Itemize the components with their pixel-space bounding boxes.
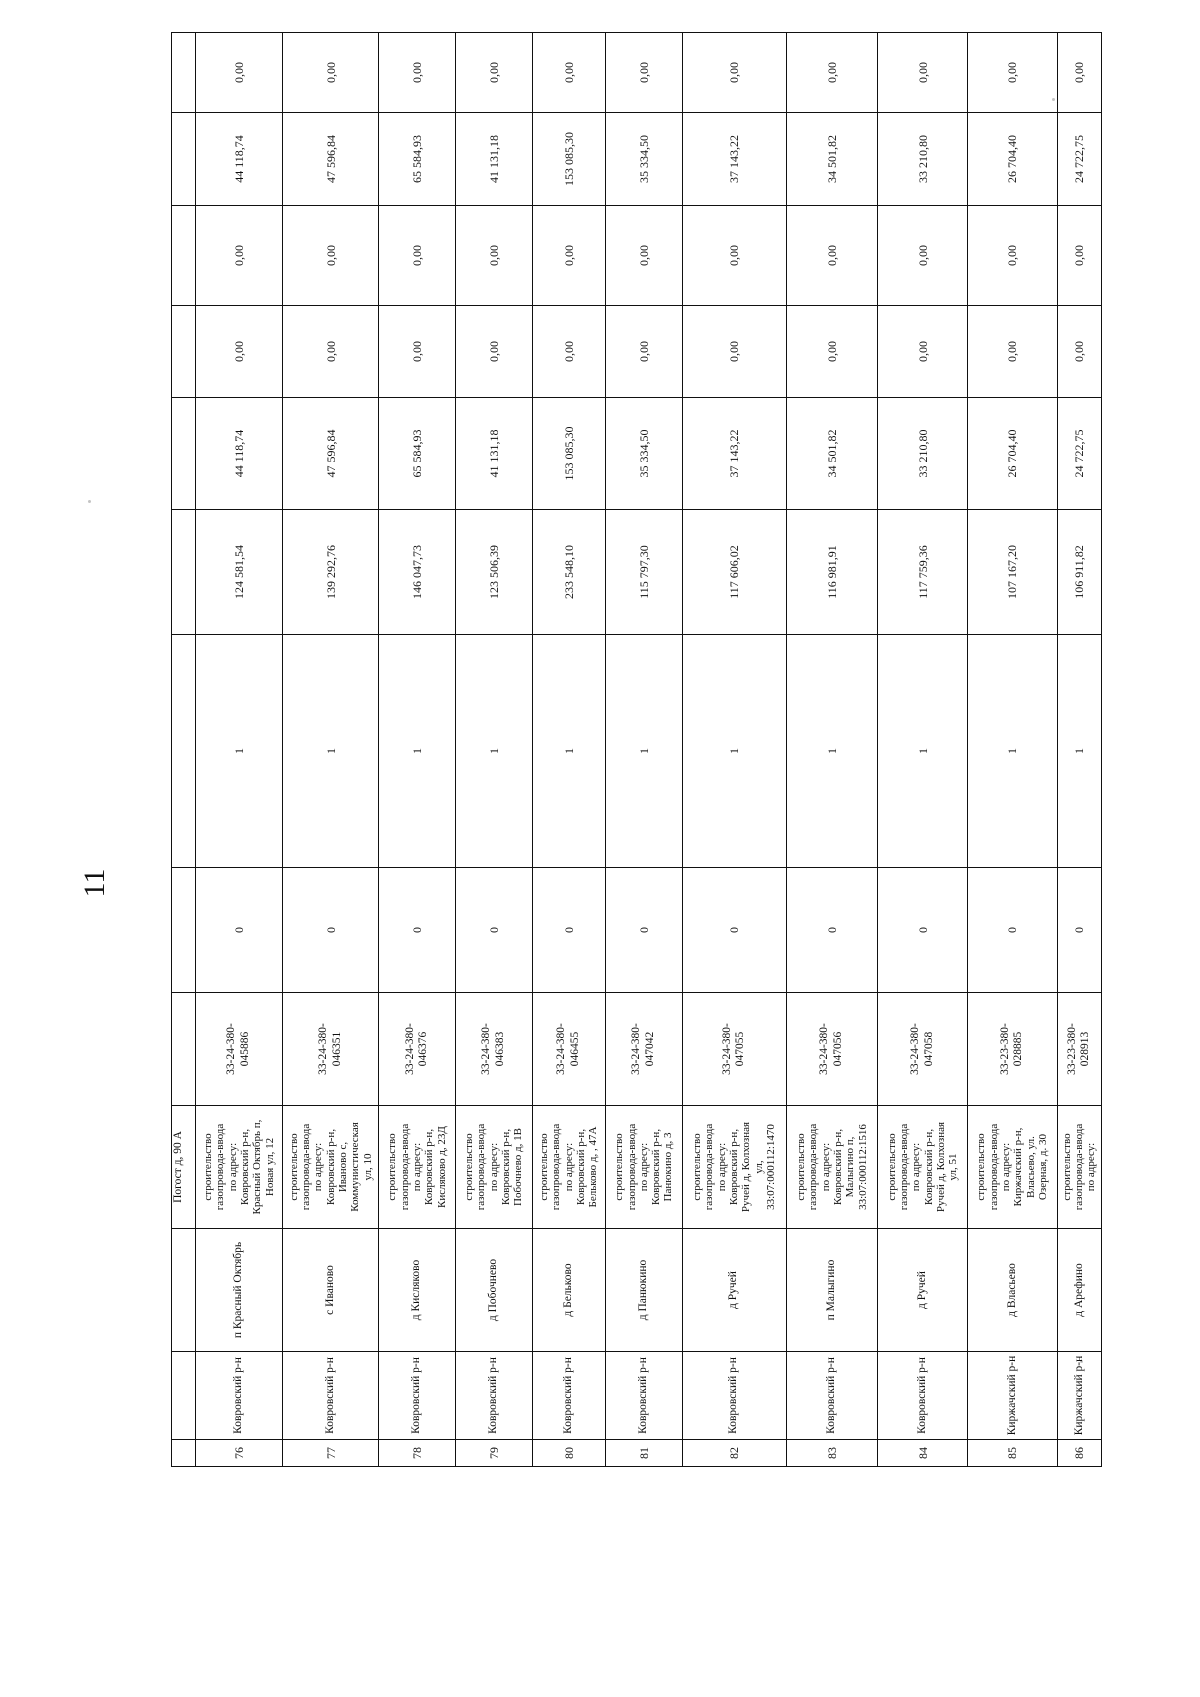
code-line: 33-24-380-	[818, 1023, 831, 1075]
cell-locality: с Иваново	[283, 1229, 379, 1352]
cell-value-v7: 41 131,18	[456, 113, 533, 206]
code-line: 33-23-380-	[1065, 1023, 1078, 1075]
cell-value-v7: 47 596,84	[283, 113, 379, 206]
cell-value-v8: 0,00	[682, 33, 786, 113]
cell-locality: д Ручей	[682, 1229, 786, 1352]
cell-code	[606, 993, 683, 1106]
cell-address	[967, 1106, 1057, 1229]
cell-value-v7: 153 085,30	[532, 113, 605, 206]
cell-district: Ковровский р-н	[682, 1352, 786, 1440]
cell-value-v5: 0,00	[878, 306, 968, 398]
address-line: газопровода-ввода	[898, 1123, 911, 1211]
address-line: строительство	[463, 1133, 476, 1201]
cell-address: Погост д, 90 А	[172, 1106, 196, 1229]
address-line: газопровода-ввода	[987, 1123, 1000, 1211]
cell-district: Ковровский р-н	[532, 1352, 605, 1440]
cell-value-v8: 0,00	[379, 33, 456, 113]
code-line: 33-24-380-	[720, 1023, 733, 1075]
cell-number: 78	[379, 1440, 456, 1467]
address-line: 33:07:000112:1470	[764, 1124, 777, 1210]
address-line: Власьево, ул.	[1024, 1136, 1037, 1198]
cell-value-v1: 0	[606, 868, 683, 993]
code-line: 33-24-380-	[909, 1023, 922, 1075]
address-line: ул, 51	[947, 1153, 960, 1181]
cell-number: 77	[283, 1440, 379, 1467]
cell-code	[786, 993, 878, 1106]
cell-value-v7: 24 722,75	[1057, 113, 1101, 206]
table-row	[283, 33, 379, 1467]
table-body	[172, 33, 1102, 1467]
cell-number: 80	[532, 1440, 605, 1467]
address-line: газопровода-ввода	[807, 1123, 820, 1211]
cell-value-v6: 0,00	[786, 206, 878, 306]
cell-locality: д Бельково	[532, 1229, 605, 1352]
cell-value-v4: 24 722,75	[1057, 398, 1101, 510]
cell-district: Ковровский р-н	[878, 1352, 968, 1440]
cell-empty	[172, 113, 196, 206]
cell-empty	[172, 868, 196, 993]
address-line: строительство	[1060, 1133, 1073, 1201]
cell-district: Ковровский р-н	[786, 1352, 878, 1440]
code-line: 33-24-380-	[317, 1023, 330, 1075]
cell-empty	[172, 1352, 196, 1440]
cell-empty	[172, 510, 196, 635]
cell-value-v2: 1	[379, 635, 456, 868]
cell-locality: д Арефино	[1057, 1229, 1101, 1352]
cell-code	[283, 993, 379, 1106]
address-line: строительство	[386, 1133, 399, 1201]
address-line: по адресу:	[487, 1142, 500, 1192]
code-line: 046455	[568, 1031, 581, 1067]
cell-value-v7: 33 210,80	[878, 113, 968, 206]
cell-value-v2: 1	[532, 635, 605, 868]
cell-code	[379, 993, 456, 1106]
cell-value-v8: 0,00	[532, 33, 605, 113]
address-line: Ковровский р-н,	[728, 1128, 741, 1206]
cell-locality: д Кисляково	[379, 1229, 456, 1352]
address-line: газопровода-ввода	[300, 1123, 313, 1211]
cell-empty	[172, 993, 196, 1106]
cell-district: Ковровский р-н	[195, 1352, 282, 1440]
cell-value-v3: 123 506,39	[456, 510, 533, 635]
code-line: 33-24-380-	[225, 1023, 238, 1075]
cell-value-v2: 1	[1057, 635, 1101, 868]
cell-value-v5: 0,00	[195, 306, 282, 398]
code-line: 33-23-380-	[998, 1023, 1011, 1075]
cell-value-v8: 0,00	[195, 33, 282, 113]
cell-value-v6: 0,00	[283, 206, 379, 306]
address-line: строительство	[691, 1133, 704, 1201]
address-line: Ковровский р-н,	[922, 1128, 935, 1206]
cell-value-v2: 1	[195, 635, 282, 868]
address-line: по адресу:	[312, 1142, 325, 1192]
rotated-table-sheet	[171, 62, 1102, 1467]
cell-value-v8: 0,00	[967, 33, 1057, 113]
cell-locality: д Побочнево	[456, 1229, 533, 1352]
cell-value-v1: 0	[195, 868, 282, 993]
cell-number: 76	[195, 1440, 282, 1467]
cell-value-v5: 0,00	[379, 306, 456, 398]
address-line: Новая ул, 12	[263, 1137, 276, 1197]
cell-number: 84	[878, 1440, 968, 1467]
cell-value-v2: 1	[456, 635, 533, 868]
cell-value-v6: 0,00	[456, 206, 533, 306]
address-line: по адресу:	[999, 1142, 1012, 1192]
address-line: Ковровский р-н,	[324, 1128, 337, 1206]
address-line: по адресу:	[226, 1142, 239, 1192]
cell-value-v2: 1	[283, 635, 379, 868]
cell-address	[379, 1106, 456, 1229]
cell-code	[682, 993, 786, 1106]
cell-value-v8: 0,00	[606, 33, 683, 113]
cell-empty	[172, 1440, 196, 1467]
cell-value-v2: 1	[786, 635, 878, 868]
cell-value-v1: 0	[682, 868, 786, 993]
table-row	[682, 33, 786, 1467]
cell-address	[195, 1106, 282, 1229]
table-row	[532, 33, 605, 1467]
table-row	[878, 33, 968, 1467]
cell-value-v6: 0,00	[379, 206, 456, 306]
cell-address	[532, 1106, 605, 1229]
cell-value-v6: 0,00	[878, 206, 968, 306]
cell-number: 86	[1057, 1440, 1101, 1467]
cell-value-v2: 1	[967, 635, 1057, 868]
address-line: по адресу:	[411, 1142, 424, 1192]
cell-empty	[172, 398, 196, 510]
address-line: газопровода-ввода	[550, 1123, 563, 1211]
cell-value-v4: 47 596,84	[283, 398, 379, 510]
address-line: Красный Октябрь п,	[251, 1119, 264, 1215]
cell-value-v4: 41 131,18	[456, 398, 533, 510]
cell-value-v7: 26 704,40	[967, 113, 1057, 206]
cell-empty	[172, 206, 196, 306]
cell-value-v1: 0	[532, 868, 605, 993]
cell-address	[283, 1106, 379, 1229]
address-line: по адресу:	[715, 1142, 728, 1192]
cell-value-v3: 139 292,76	[283, 510, 379, 635]
cell-value-v6: 0,00	[532, 206, 605, 306]
cell-value-v2: 1	[606, 635, 683, 868]
table-row	[606, 33, 683, 1467]
cell-address	[682, 1106, 786, 1229]
cell-empty	[172, 1229, 196, 1352]
cell-value-v2: 1	[682, 635, 786, 868]
address-line: по адресу:	[819, 1142, 832, 1192]
cell-code	[878, 993, 968, 1106]
cell-district: Киржачский р-н	[1057, 1352, 1101, 1440]
cell-address	[456, 1106, 533, 1229]
code-line: 047042	[644, 1031, 657, 1067]
cell-value-v7: 35 334,50	[606, 113, 683, 206]
cell-locality: д Панюкино	[606, 1229, 683, 1352]
cell-value-v1: 0	[283, 868, 379, 993]
cell-code	[1057, 993, 1101, 1106]
code-line: 046376	[417, 1031, 430, 1067]
address-line: Ковровский р-н,	[575, 1128, 588, 1206]
cell-value-v4: 37 143,22	[682, 398, 786, 510]
cell-value-v6: 0,00	[606, 206, 683, 306]
address-line: строительство	[202, 1133, 215, 1201]
cell-value-v5: 0,00	[967, 306, 1057, 398]
address-line: Кисляково д, 23Д	[435, 1126, 448, 1208]
cell-locality: д Власьево	[967, 1229, 1057, 1352]
address-line: Ручей д, Колхозная	[740, 1121, 753, 1213]
code-line: 33-24-380-	[403, 1023, 416, 1075]
address-line: строительство	[613, 1133, 626, 1201]
address-line: Киржачский р-н,	[1012, 1127, 1025, 1207]
cell-value-v1: 0	[878, 868, 968, 993]
address-line: Побочнево д, 1В	[512, 1128, 525, 1206]
code-line: 047055	[734, 1031, 747, 1067]
cell-value-v8: 0,00	[456, 33, 533, 113]
cell-number: 83	[786, 1440, 878, 1467]
cell-value-v4: 65 584,93	[379, 398, 456, 510]
cell-district: Ковровский р-н	[283, 1352, 379, 1440]
code-line: 33-24-380-	[480, 1023, 493, 1075]
address-line: Ковровский р-н,	[831, 1128, 844, 1206]
code-line: 047056	[831, 1031, 844, 1067]
cell-value-v3: 107 167,20	[967, 510, 1057, 635]
address-line: ул, 10	[361, 1153, 374, 1181]
cell-value-v5: 0,00	[283, 306, 379, 398]
cell-district: Ковровский р-н	[456, 1352, 533, 1440]
cell-locality: д Ручей	[878, 1229, 968, 1352]
address-line: Малыгино п,	[844, 1136, 857, 1198]
code-line: 046351	[330, 1031, 343, 1067]
cell-value-v5: 0,00	[786, 306, 878, 398]
code-line: 045886	[238, 1031, 251, 1067]
gas-pipeline-table	[171, 32, 1102, 1467]
cell-district: Ковровский р-н	[606, 1352, 683, 1440]
code-line: 047058	[922, 1031, 935, 1067]
cell-value-v3: 117 606,02	[682, 510, 786, 635]
cell-code	[532, 993, 605, 1106]
address-line: строительство	[885, 1133, 898, 1201]
address-line: Озерная, д. 30	[1036, 1133, 1049, 1201]
cell-value-v4: 26 704,40	[967, 398, 1057, 510]
cell-value-v1: 0	[786, 868, 878, 993]
address-line: строительство	[287, 1133, 300, 1201]
cell-value-v1: 0	[967, 868, 1057, 993]
address-line: газопровода-ввода	[214, 1123, 227, 1211]
address-line: 33:07:000112:1516	[856, 1124, 869, 1210]
cell-value-v7: 37 143,22	[682, 113, 786, 206]
cell-locality: п Малыгино	[786, 1229, 878, 1352]
scan-spot	[88, 500, 91, 503]
address-line: газопровода-ввода	[703, 1123, 716, 1211]
cell-value-v7: 65 584,93	[379, 113, 456, 206]
cell-value-v3: 115 797,30	[606, 510, 683, 635]
cell-value-v6: 0,00	[967, 206, 1057, 306]
code-line: 33-24-380-	[630, 1023, 643, 1075]
cell-number: 82	[682, 1440, 786, 1467]
cell-address	[1057, 1106, 1101, 1229]
address-line: газопровода-ввода	[475, 1123, 488, 1211]
cell-code	[967, 993, 1057, 1106]
table-row	[456, 33, 533, 1467]
cell-empty	[172, 635, 196, 868]
table-row	[1057, 33, 1101, 1467]
cell-value-v6: 0,00	[195, 206, 282, 306]
address-line: Ковровский р-н,	[650, 1128, 663, 1206]
cell-value-v6: 0,00	[682, 206, 786, 306]
address-line: строительство	[538, 1133, 551, 1201]
cell-value-v4: 44 118,74	[195, 398, 282, 510]
table-row	[786, 33, 878, 1467]
cell-number: 85	[967, 1440, 1057, 1467]
cell-empty	[172, 33, 196, 113]
cell-value-v8: 0,00	[786, 33, 878, 113]
cell-value-v4: 35 334,50	[606, 398, 683, 510]
address-line: Ковровский р-н,	[500, 1128, 513, 1206]
cell-empty	[172, 306, 196, 398]
cell-value-v5: 0,00	[456, 306, 533, 398]
cell-value-v3: 116 981,91	[786, 510, 878, 635]
cell-value-v1: 0	[456, 868, 533, 993]
cell-value-v7: 44 118,74	[195, 113, 282, 206]
address-line: по адресу:	[910, 1142, 923, 1192]
cell-locality: п Красный Октябрь	[195, 1229, 282, 1352]
cell-address	[878, 1106, 968, 1229]
cell-value-v5: 0,00	[532, 306, 605, 398]
address-line: газопровода-ввода	[398, 1123, 411, 1211]
cell-code	[195, 993, 282, 1106]
address-line: по адресу:	[1085, 1142, 1098, 1192]
cell-address	[606, 1106, 683, 1229]
cell-value-v3: 146 047,73	[379, 510, 456, 635]
cell-value-v4: 153 085,30	[532, 398, 605, 510]
address-line: по адресу:	[562, 1142, 575, 1192]
code-line: 046383	[493, 1031, 506, 1067]
cell-value-v3: 117 759,36	[878, 510, 968, 635]
cell-district: Киржачский р-н	[967, 1352, 1057, 1440]
cell-value-v4: 34 501,82	[786, 398, 878, 510]
cell-value-v6: 0,00	[1057, 206, 1101, 306]
cell-value-v5: 0,00	[682, 306, 786, 398]
cell-value-v7: 34 501,82	[786, 113, 878, 206]
code-line: 33-24-380-	[555, 1023, 568, 1075]
address-line: газопровода-ввода	[625, 1123, 638, 1211]
table-row	[195, 33, 282, 1467]
address-line: строительство	[975, 1133, 988, 1201]
cell-address	[786, 1106, 878, 1229]
address-line: Иваново с,	[336, 1141, 349, 1193]
cell-value-v3: 233 548,10	[532, 510, 605, 635]
address-line: Коммунистическая	[349, 1122, 362, 1212]
table-row-carryover	[172, 33, 196, 1467]
cell-value-v1: 0	[1057, 868, 1101, 993]
address-line: ул,	[752, 1160, 765, 1174]
address-line: строительство	[795, 1133, 807, 1201]
address-line: по адресу:	[637, 1142, 650, 1192]
cell-value-v3: 106 911,82	[1057, 510, 1101, 635]
code-line: 028913	[1079, 1031, 1092, 1067]
cell-district: Ковровский р-н	[379, 1352, 456, 1440]
cell-number: 81	[606, 1440, 683, 1467]
cell-value-v8: 0,00	[1057, 33, 1101, 113]
cell-number: 79	[456, 1440, 533, 1467]
cell-value-v1: 0	[379, 868, 456, 993]
address-line: газопровода-ввода	[1073, 1123, 1086, 1211]
cell-value-v4: 33 210,80	[878, 398, 968, 510]
address-line: Панюкино д, 3	[662, 1132, 675, 1202]
address-line: Ковровский р-н,	[238, 1128, 251, 1206]
cell-value-v2: 1	[878, 635, 968, 868]
table-row	[967, 33, 1057, 1467]
cell-code	[456, 993, 533, 1106]
code-line: 028885	[1012, 1031, 1025, 1067]
address-line: Бельково д, , 47А	[587, 1126, 600, 1208]
cell-value-v5: 0,00	[606, 306, 683, 398]
address-line: Ковровский р-н,	[423, 1128, 436, 1206]
cell-value-v5: 0,00	[1057, 306, 1101, 398]
address-line: Ручей д, Колхозная	[934, 1121, 947, 1213]
page-number: 11	[78, 868, 111, 898]
table-row	[379, 33, 456, 1467]
cell-value-v8: 0,00	[283, 33, 379, 113]
cell-value-v8: 0,00	[878, 33, 968, 113]
cell-value-v3: 124 581,54	[195, 510, 282, 635]
